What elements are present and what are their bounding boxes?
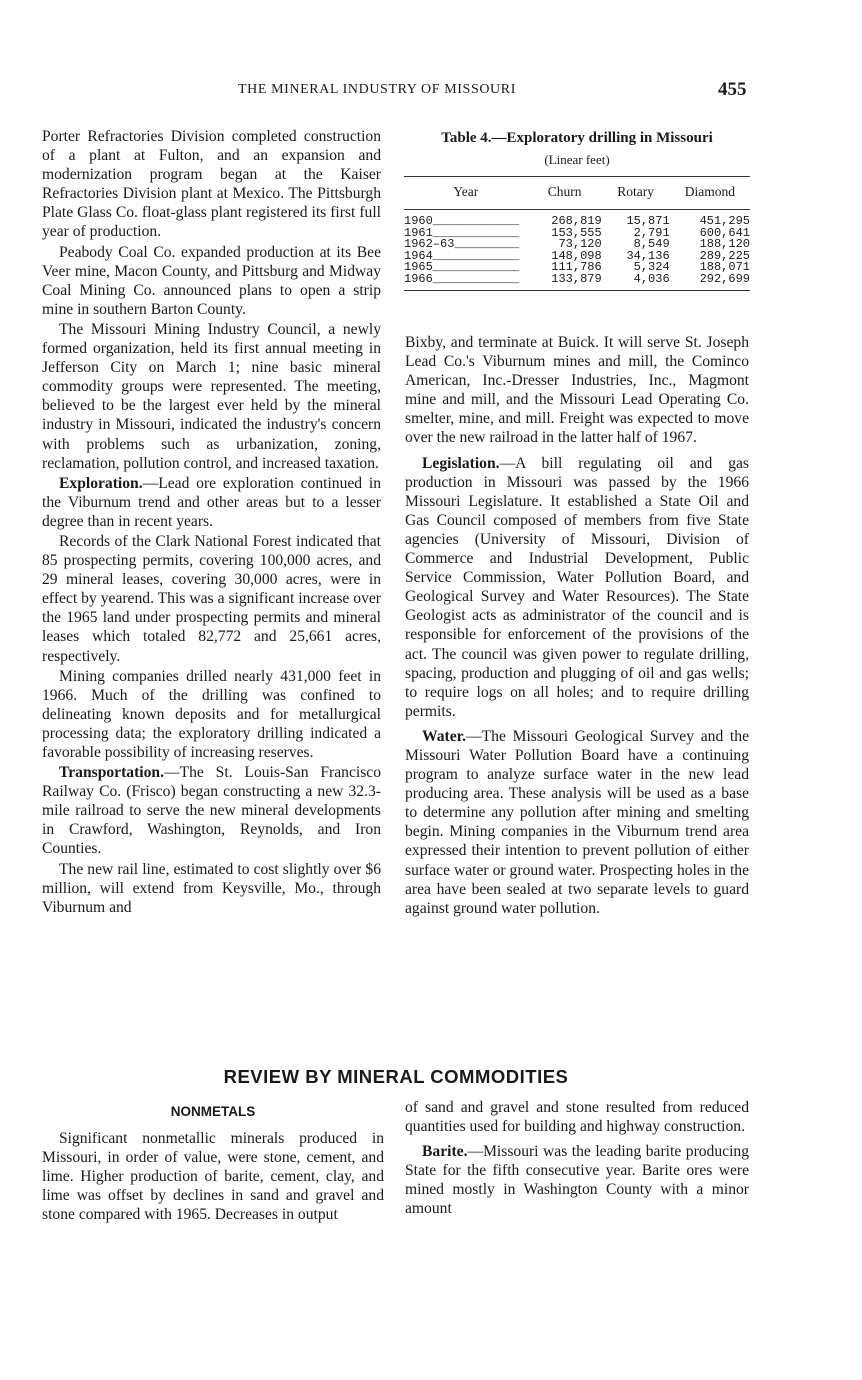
column-header-churn: Churn: [528, 177, 602, 210]
cell-diamond: 289,225: [699, 248, 750, 263]
review-left-column: [42, 1104, 384, 1224]
cell-diamond: 188,071: [699, 260, 750, 274]
cell-churn: 148,098: [551, 248, 602, 263]
section-heading: REVIEW BY MINERAL COMMODITIES: [223, 1066, 569, 1087]
exploratory-drilling-table: [404, 176, 750, 291]
cell-diamond: 451,295: [699, 214, 750, 228]
paragraph: Mining companies drilled nearly 431,000 feet in 1966. Much of the drilling was confined to delineating known deposits and for metallurgical processing data; the exploratory drilling indicated a favorable possibility of increasing reserves.: [42, 667, 381, 761]
cell-rotary: 15,871: [626, 214, 670, 228]
running-head: [0, 79, 862, 104]
table-header-row: [404, 177, 750, 210]
cell-year: 1966____________: [404, 271, 520, 286]
cell-rotary: 4,036: [633, 271, 670, 286]
table-title: Table 4.—Exploratory drilling in Missouri: [441, 130, 713, 146]
paragraph: The new rail line, estimated to cost slightly over $6 million, will extend from Keysville, Mo., through Viburnum and: [42, 860, 381, 916]
paragraph-exploration: Exploration.—Lead ore exploration continued in the Viburnum trend and other areas but to a lesser degree than in recent years.: [42, 474, 381, 530]
cell-year: 1961____________: [404, 225, 520, 240]
right-column: [405, 333, 749, 918]
column-header-diamond: Diamond: [670, 177, 750, 210]
cell-churn: 111,786: [551, 260, 602, 274]
cell-churn: 133,879: [551, 271, 602, 286]
paragraph: Peabody Coal Co. expanded production at its Bee Veer mine, Macon County, and Pittsburg and Midway Coal Mining Co. announced plans to open a strip mine in southern Barton County.: [42, 243, 381, 318]
review-right-column: [405, 1098, 749, 1219]
cell-churn: 153,555: [551, 225, 602, 240]
cell-rotary: 2,791: [633, 225, 670, 240]
left-column: [42, 127, 381, 917]
cell-year: 1962–63_________: [404, 237, 520, 251]
paragraph: Records of the Clark National Forest indicated that 85 prospecting permits, covering 100,000 acres, and 29 mineral leases, covering 30,000 acres, were in effect by yearend. This was a significant increase over the 1965 land under prospecting permits and mineral leases which totaled 82,772 and 25,661 acres, respectively.: [42, 532, 381, 665]
cell-diamond: 600,641: [699, 225, 750, 240]
paragraph-transportation: Transportation.—The St. Louis-San Francisco Railway Co. (Frisco) began constructing a new 32.3-mile railroad to serve the new mineral developments in Crawford, Washington, Reynolds, and Iron Counties.: [42, 764, 381, 858]
table-row: [404, 210, 750, 228]
cell-diamond: 188,120: [699, 237, 750, 251]
run-in-heading: Exploration.: [59, 474, 143, 492]
paragraph-barite: Barite.—Missouri was the leading barite producing State for the fifth consecutive year. Barite ores were mined mostly in Washington County with a minor amount: [405, 1143, 749, 1218]
run-in-heading: Water.: [422, 727, 467, 745]
table-row: [404, 274, 750, 291]
cell-rotary: 5,324: [633, 260, 670, 274]
paragraph-legislation: Legislation.—A bill regulating oil and gas production in Missouri was passed by the 1966 Missouri Legislature. It established a State Oil and Gas Council composed of members from five State agencies (University of Missouri, Division of Commerce and Industrial Development, Public Service Commission, Water Pollution Board, and Geological Survey and Water Resources). The State Geologist acts as administrator of the council and is responsible for enforcement of the provisions of the act. The council was given power to regulate drilling, spacing, production and plugging of oil and gas wells; to require logs on all holes; and to require drilling permits.: [405, 454, 749, 720]
cell-diamond: 292,699: [699, 271, 750, 286]
cell-churn: 268,819: [551, 214, 602, 228]
paragraph: of sand and gravel and stone resulted from reduced quantities used for building and highway construction.: [405, 1099, 749, 1136]
run-in-heading: Barite.: [422, 1143, 468, 1161]
exploratory-drilling-table-block: [404, 130, 750, 291]
paragraph: The Missouri Mining Industry Council, a newly formed organization, held its first annual meeting in Jefferson City on March 1; nine basic mineral commodity groups were represented. The meeting, believed to be the largest ever held by the mineral industry in Missouri, indicated the industry's concern with problems such as urbanization, zoning, reclamation, pollution control, and increased taxation.: [42, 320, 381, 472]
cell-year: 1965____________: [404, 260, 520, 274]
cell-rotary: 8,549: [633, 237, 670, 251]
table-subtitle: (Linear feet): [544, 152, 610, 167]
running-title: THE MINERAL INDUSTRY OF MISSOURI: [238, 82, 516, 97]
cell-churn: 73,120: [558, 237, 602, 251]
paragraph: Bixby, and terminate at Buick. It will serve St. Joseph Lead Co.'s Viburnum mines and mill, the Cominco American, Inc.-Dresser Industries, Inc., Magmont mine and mill, and the Missouri Lead Operating Co. smelter, mine, and mill. Freight was expected to move over the new railroad in the latter half of 1967.: [405, 334, 749, 447]
cell-rotary: 34,136: [626, 248, 670, 263]
column-header-year: Year: [404, 177, 528, 210]
cell-year: 1964____________: [404, 248, 520, 263]
run-in-heading: Legislation.: [422, 454, 500, 472]
paragraph-water: Water.—The Missouri Geological Survey and the Missouri Water Pollution Board have a continuing program to analyze surface water in the new lead producing area. These analysis will be used as a base to determine any pollution after mining and smelting begin. Mining companies in the Viburnum trend area expressed their intention to prevent pollution of either surface water or ground water. Prospecting holes in the area have been sealed at two separate levels to guard against ground water pollution.: [405, 727, 749, 917]
column-header-rotary: Rotary: [602, 177, 670, 210]
cell-year: 1960____________: [404, 214, 520, 228]
paragraph: Porter Refractories Division completed construction of a plant at Fulton, and an expansion and modernization program began at the Kaiser Refractories Division plant at Mexico. The Pittsburgh Plate Glass Co. float-glass plant registered its first full year of production.: [42, 128, 381, 241]
paragraph: Significant nonmetallic minerals produced in Missouri, in order of value, were stone, cement, and lime. Higher production of barite, cement, clay, and lime was offset by declines in sand and gravel and stone compared with 1965. Decreases in output: [42, 1130, 384, 1224]
run-in-heading: Transportation.: [59, 764, 164, 782]
sub-heading-nonmetals: NONMETALS: [170, 1104, 256, 1119]
page-number: 455: [718, 79, 747, 100]
